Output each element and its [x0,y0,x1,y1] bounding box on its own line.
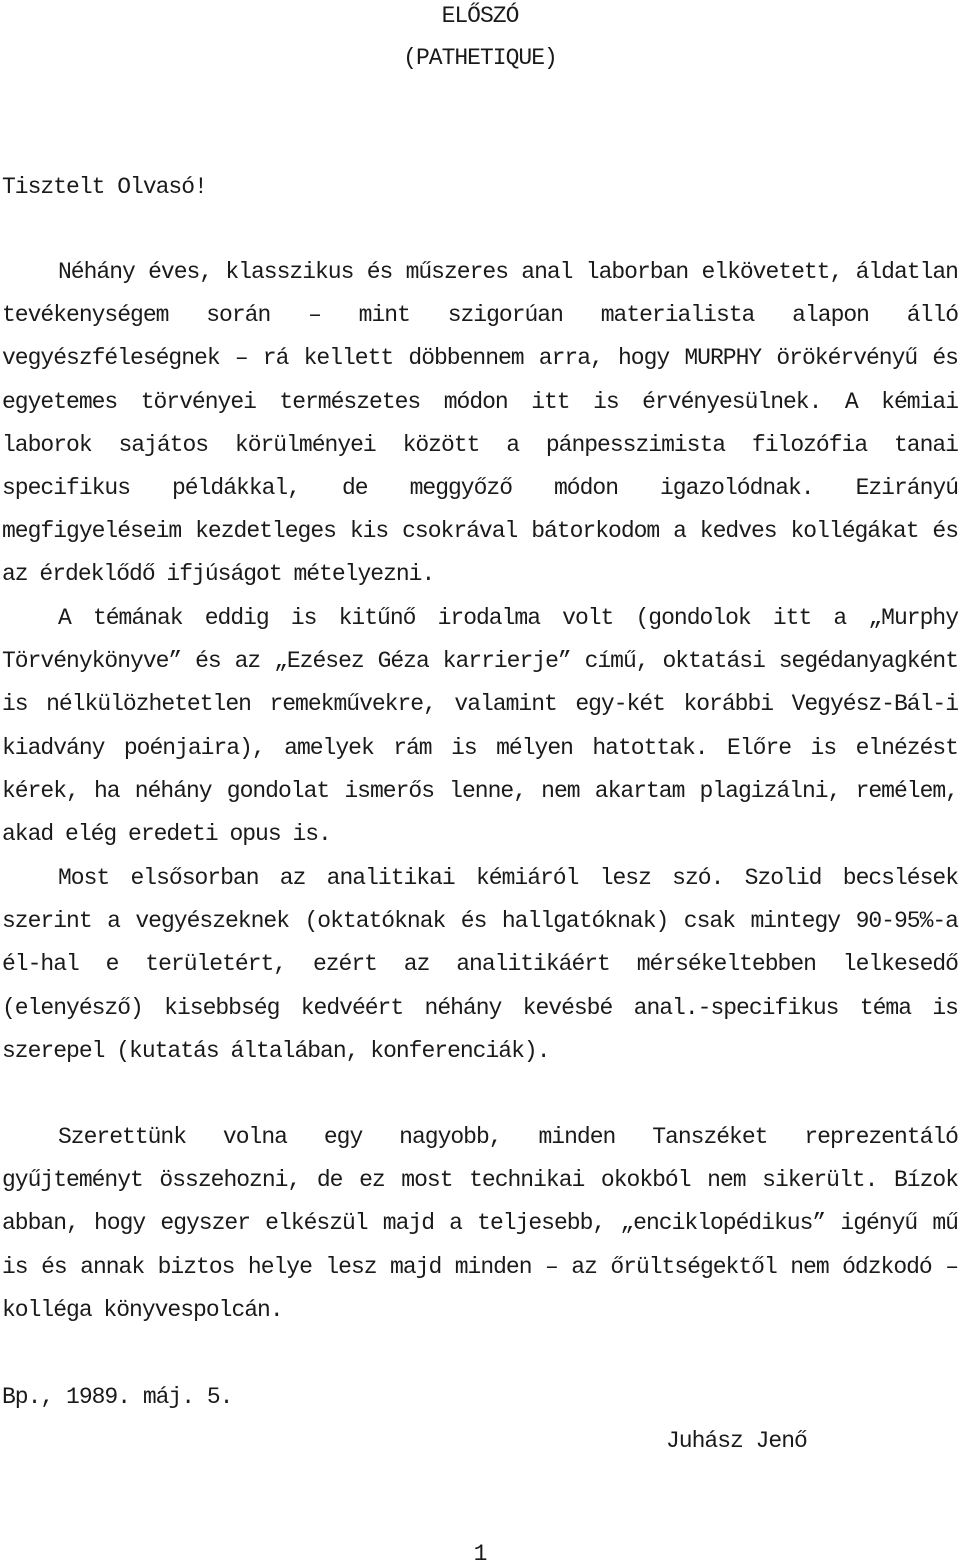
paragraph-1: Néhány éves, klasszikus és műszeres anal laborban elkövetett, áldatlan tevékenységem során – mint szigorúan materialista alapon álló vegyészféleségnek – rá kellett döbbennem arra, hogy MURPHY örökérvényű és egyetemes törvényei természetes módon itt is érvényesülnek. A kémiai laborok sajátos körülményei között a pánpesszimista filozófia tanai specifikus példákkal, de meggyőző módon igazolódnak. Ezirányú megfigyeléseim kezdetleges kis csokrával bátorkodom a kedves kollégákat és az érdeklődő ifjúságot mételyezni. [2,259,958,588]
page-title: ELŐSZÓ [441,3,519,29]
salutation: Tisztelt Olvasó! [2,174,207,200]
author-signature: Juhász Jenő [666,1428,807,1454]
date-line: Bp., 1989. máj. 5. [2,1384,233,1410]
paragraph-3: Most elsősorban az analitikai kémiáról lesz szó. Szolid becslések szerint a vegyészeknek (oktatóknak és hallgatóknak) csak mintegy 90-95%-a él-hal e területért, ezért az analitikáért mérsékeltebben lelkesedő (elenyésző) kisebbség kedvéért néhány kevésbé anal.-specifikus téma is szerepel (kutatás általában, konferenciák). [2,865,958,1064]
paragraph-2: A témának eddig is kitűnő irodalma volt (gondolok itt a „Murphy Törvénykönyve” és az „Ezésez Géza karrierje” című, oktatási segédanyagként is nélkülözhetetlen remekművekre, valamint egy-két korábbi Vegyész-Bál-i kiadvány poénjaira), amelyek rám is mélyen hatottak. Előre is elnézést kérek, ha néhány gondolat ismerős lenne, nem akartam plagizálni, remélem, akad elég eredeti opus is. [2,605,958,848]
paragraph-4: Szerettünk volna egy nagyobb, minden Tanszéket reprezentáló gyűjteményt összehozni, de ez most technikai okokból nem sikerült. Bízok abban, hogy egyszer elkészül majd a teljesebb, „enciklopédikus” igényű mű is és annak biztos helye lesz majd minden – az őrültségektől nem ódzkodó – kolléga könyvespolcán. [2,1124,958,1323]
page-subtitle: (PATHETIQUE) [403,45,557,71]
page-number: 1 [473,1541,487,1567]
